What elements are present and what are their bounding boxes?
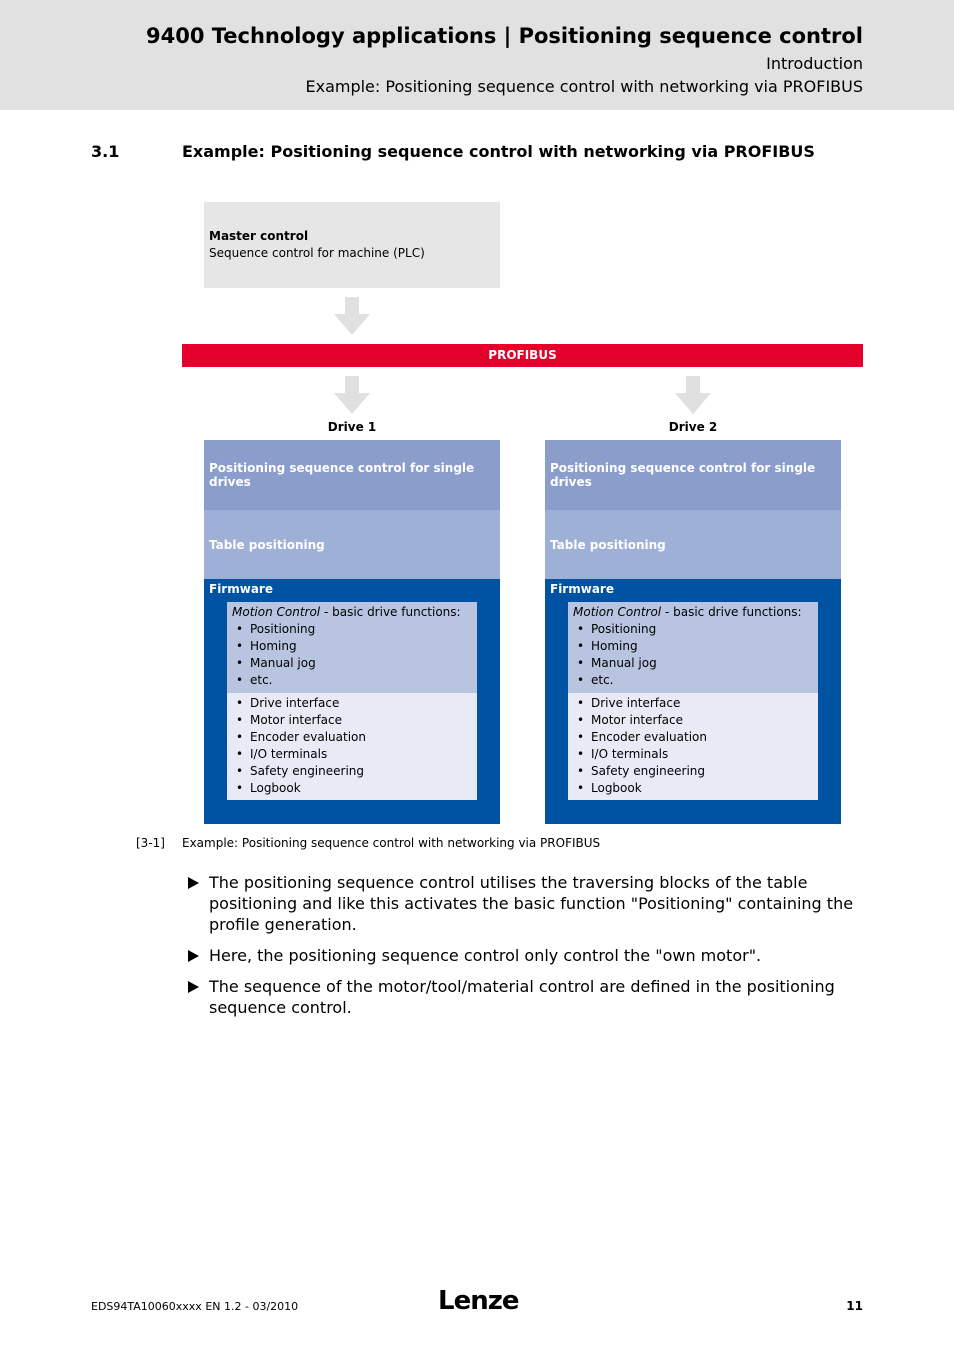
list-item: • Logbook: [573, 780, 813, 797]
motion-control-box: [568, 602, 818, 693]
base-functions-list: [573, 695, 813, 797]
base-functions-box: [227, 693, 477, 800]
list-item: [188, 872, 868, 935]
motion-control-title: Motion Control: [232, 605, 321, 619]
master-control-subtitle: Sequence control for machine (PLC): [209, 246, 425, 260]
firmware-label: Firmware: [209, 582, 273, 596]
list-item: • Logbook: [232, 780, 472, 797]
bullet-list: [188, 872, 868, 1028]
list-item: • Safety engineering: [573, 763, 813, 780]
profibus-bar: PROFIBUS: [182, 344, 863, 367]
list-item: • Manual jog: [232, 655, 472, 672]
bullet-text: The positioning sequence control utilises the traversing blocks of the table positioning and like this activates the basic function "Positioning" containing the profile generation.: [209, 873, 854, 934]
list-item: • Manual jog: [573, 655, 813, 672]
footer-doc-id: EDS94TA10060xxxx EN 1.2 - 03/2010: [91, 1300, 299, 1313]
figure-number: [3-1]: [136, 836, 165, 850]
motion-control-heading: [232, 604, 472, 621]
firmware-block: [545, 579, 841, 824]
page-header: [0, 0, 954, 110]
triangle-bullet-icon: [188, 950, 199, 962]
table-positioning-block: Table positioning: [545, 510, 841, 579]
drive-1-stack: [204, 440, 500, 824]
list-item: • Positioning: [232, 621, 472, 638]
arrow-down-icon: [675, 376, 711, 414]
master-control-box: [204, 202, 500, 288]
list-item: • etc.: [232, 672, 472, 689]
list-item: • Motor interface: [573, 712, 813, 729]
drive-2-label: Drive 2: [668, 420, 718, 434]
figure-caption: Example: Positioning sequence control with networking via PROFIBUS: [182, 836, 601, 850]
list-item: • etc.: [573, 672, 813, 689]
lenze-logo: Lenze: [438, 1286, 519, 1316]
motion-control-list: [573, 621, 813, 689]
arrow-down-icon: [334, 376, 370, 414]
list-item: • I/O terminals: [573, 746, 813, 763]
arrow-down-icon: [334, 297, 370, 335]
list-item: • Encoder evaluation: [573, 729, 813, 746]
header-title: 9400 Technology applications | Positioning sequence control: [145, 24, 863, 48]
triangle-bullet-icon: [188, 877, 199, 889]
firmware-label: Firmware: [550, 582, 614, 596]
header-subtitle-section: Example: Positioning sequence control with networking via PROFIBUS: [305, 77, 863, 96]
list-item: • Motor interface: [232, 712, 472, 729]
firmware-block: [204, 579, 500, 824]
bullet-text: Here, the positioning sequence control only control the "own motor".: [209, 946, 762, 965]
triangle-bullet-icon: [188, 981, 199, 993]
list-item: • Drive interface: [232, 695, 472, 712]
list-item: • I/O terminals: [232, 746, 472, 763]
positioning-sequence-block: Positioning sequence control for single drives: [204, 440, 500, 510]
section-title: Example: Positioning sequence control with networking via PROFIBUS: [182, 142, 815, 161]
motion-control-heading: [573, 604, 813, 621]
motion-control-title: Motion Control: [573, 605, 662, 619]
list-item: [188, 976, 868, 1018]
list-item: • Drive interface: [573, 695, 813, 712]
list-item: [188, 945, 868, 966]
page-number: 11: [846, 1299, 863, 1313]
motion-control-suffix: - basic drive functions:: [320, 605, 461, 619]
list-item: • Positioning: [573, 621, 813, 638]
motion-control-list: [232, 621, 472, 689]
header-subtitle-chapter: Introduction: [766, 54, 863, 73]
list-item: • Homing: [573, 638, 813, 655]
positioning-sequence-block: Positioning sequence control for single drives: [545, 440, 841, 510]
bullet-text: The sequence of the motor/tool/material control are defined in the positioning sequence control.: [209, 977, 835, 1017]
motion-control-suffix: - basic drive functions:: [661, 605, 802, 619]
master-control-title: Master control: [209, 229, 309, 243]
list-item: • Homing: [232, 638, 472, 655]
base-functions-box: [568, 693, 818, 800]
list-item: • Encoder evaluation: [232, 729, 472, 746]
motion-control-box: [227, 602, 477, 693]
drive-2-stack: [545, 440, 841, 824]
table-positioning-block: Table positioning: [204, 510, 500, 579]
base-functions-list: [232, 695, 472, 797]
list-item: • Safety engineering: [232, 763, 472, 780]
section-number: 3.1: [91, 142, 120, 161]
drive-1-label: Drive 1: [327, 420, 377, 434]
